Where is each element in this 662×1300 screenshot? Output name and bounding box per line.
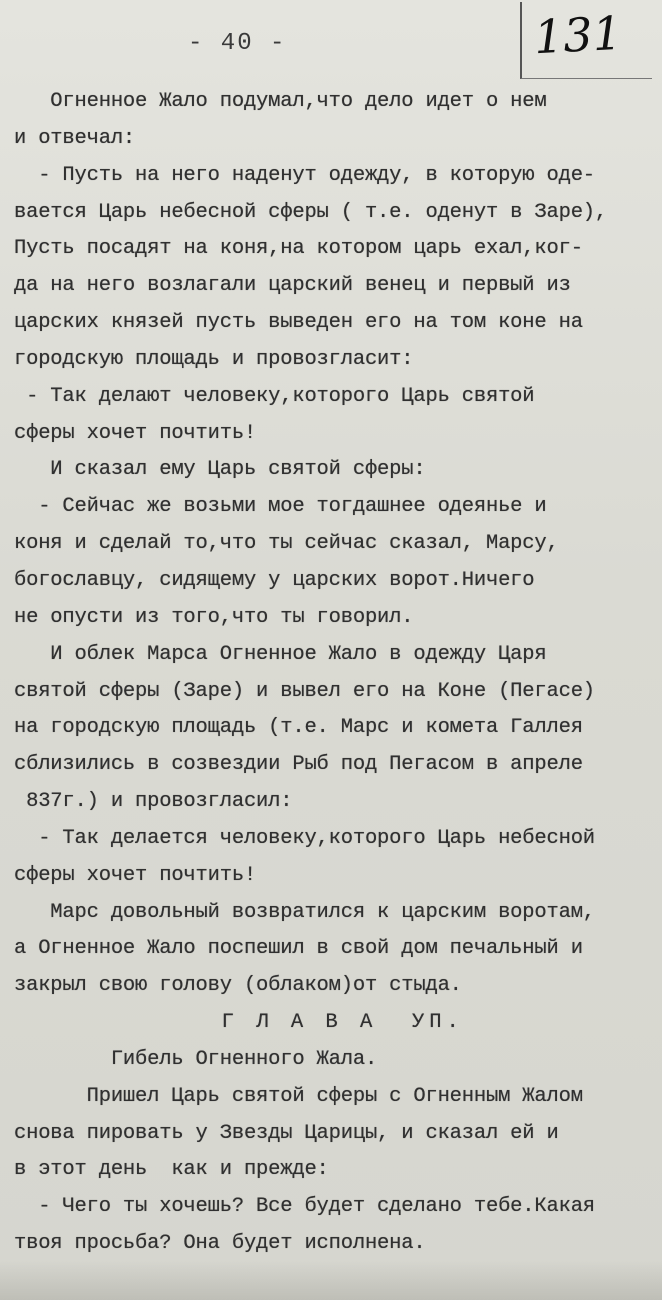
text-line: - Чего ты хочешь? Все будет сделано тебе.Какая <box>14 1195 595 1219</box>
text-line: царских князей пусть выведен его на том коне на <box>14 311 583 335</box>
typed-text-body <box>14 84 658 1263</box>
text-line: да на него возлагали царский венец и первый из <box>14 274 571 298</box>
text-line: Огненное Жало подумал,что дело идет о нем <box>14 90 547 113</box>
scan-shadow <box>0 1260 662 1300</box>
text-line: не опусти из того,что ты говорил. <box>14 605 414 629</box>
chapter-subtitle: Гибель Огненного Жала. <box>14 1047 378 1071</box>
text-line: сферы хочет почтить! <box>14 863 257 887</box>
text-line: И сказал ему Царь святой сферы: <box>14 458 426 482</box>
text-line: Марс довольный возвратился к царским воротам, <box>14 900 595 924</box>
text-line: - Сейчас же возьми мое тогдашнее одеянье и <box>14 495 547 519</box>
text-line: сферы хочет почтить! <box>14 421 257 445</box>
text-line: коня и сделай то,что ты сейчас сказал, Марсу, <box>14 532 559 556</box>
text-line: - Так делают человеку,которого Царь святой <box>14 384 535 408</box>
text-line: снова пировать у Звезды Царицы, и сказал ей и <box>14 1121 559 1145</box>
text-line: закрыл свою голову (облаком)от стыда. <box>14 974 462 998</box>
text-line: на городскую площадь (т.е. Марс и комета Галлея <box>14 716 583 740</box>
text-line: - Пусть на него наденут одежду, в которую оде- <box>14 163 595 187</box>
text-line: - Так делается человеку,которого Царь небесной <box>14 826 595 850</box>
text-line: сблизились в созвездии Рыб под Пегасом в апреле <box>14 753 583 777</box>
text-line: а Огненное Жало поспешил в свой дом печальный и <box>14 937 583 961</box>
chapter-heading: Г Л А В А УП. <box>14 1011 464 1035</box>
archive-number: 131 <box>532 5 624 65</box>
page-number: - 40 - <box>188 30 287 57</box>
text-line: Пришел Царь святой сферы с Огненным Жалом <box>14 1084 583 1108</box>
text-line: и отвечал: <box>14 126 136 150</box>
text-line: святой сферы (Заре) и вывел его на Коне (Пегасе) <box>14 679 595 703</box>
text-line: Пусть посадят на коня,на котором царь ехал,ког- <box>14 237 583 261</box>
text-line: 837г.) и провозгласил: <box>14 790 293 814</box>
text-line: в этот день как и прежде: <box>14 1158 329 1182</box>
text-line: твоя просьба? Она будет исполнена. <box>14 1232 426 1256</box>
text-line: городскую площадь и провозгласит: <box>14 347 414 371</box>
text-line: И облек Марса Огненное Жало в одежду Царя <box>14 642 547 666</box>
text-line: вается Царь небесной сферы ( т.е. оденут в Заре), <box>14 200 607 224</box>
text-line: богославцу, сидящему у царских ворот.Ничего <box>14 568 535 592</box>
